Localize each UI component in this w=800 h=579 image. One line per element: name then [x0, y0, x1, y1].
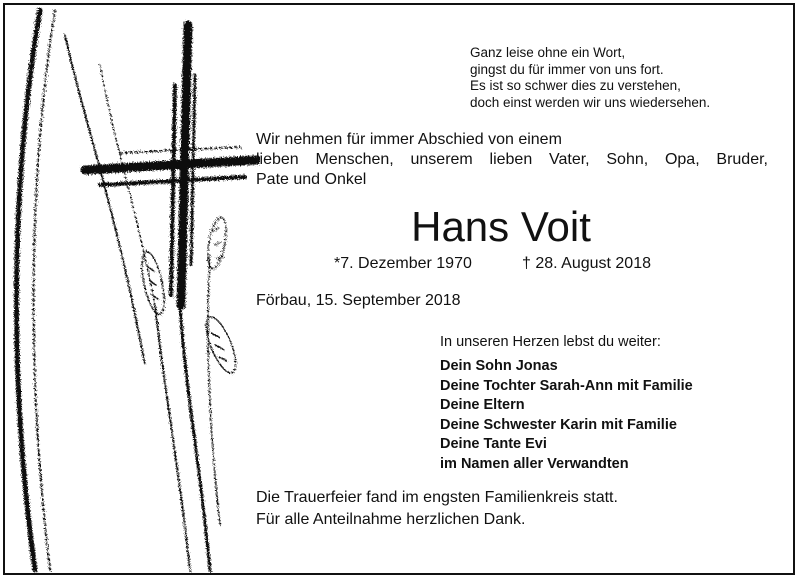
closing-line: Für alle Anteilnahme herzlichen Dank. — [256, 511, 526, 528]
poem-line: Es ist so schwer dies zu verstehen, — [470, 78, 681, 93]
mourner-name: Deine Tochter Sarah-Ann mit Familie — [440, 377, 693, 394]
place-date: Förbau, 15. September 2018 — [256, 292, 461, 309]
poem — [470, 45, 770, 111]
mourner-name: Deine Eltern — [440, 397, 525, 413]
mourner-name: im Namen aller Verwandten — [440, 455, 629, 472]
closing-text — [256, 487, 618, 531]
mourners-heading: In unseren Herzen lebst du weiter: — [440, 334, 661, 350]
intro-line: Pate und Onkel — [256, 171, 367, 188]
poem-line: gingst du für immer von uns fort. — [470, 61, 664, 77]
mourner-name: Deine Tante Evi — [440, 436, 547, 452]
death-date: † 28. August 2018 — [522, 255, 651, 272]
birth-date: *7. Dezember 1970 — [334, 255, 472, 272]
mourners-list — [440, 357, 693, 474]
cross-with-wheat-icon — [5, 5, 260, 573]
mourner-name: Dein Sohn Jonas — [440, 358, 558, 374]
intro-line: Wir nehmen für immer Abschied von einem — [256, 131, 562, 148]
closing-line: Die Trauerfeier fand im engsten Familienkreis statt. — [256, 489, 618, 506]
intro-line: lieben Menschen, unserem lieben Vater, Sohn, Opa, Bruder, — [256, 151, 768, 168]
intro-text — [256, 130, 768, 190]
mourner-name: Deine Schwester Karin mit Familie — [440, 416, 677, 433]
poem-line: Ganz leise ohne ein Wort, — [470, 45, 626, 60]
deceased-name: Hans Voit — [411, 203, 591, 250]
poem-line: doch einst werden wir uns wiedersehen. — [470, 94, 711, 110]
